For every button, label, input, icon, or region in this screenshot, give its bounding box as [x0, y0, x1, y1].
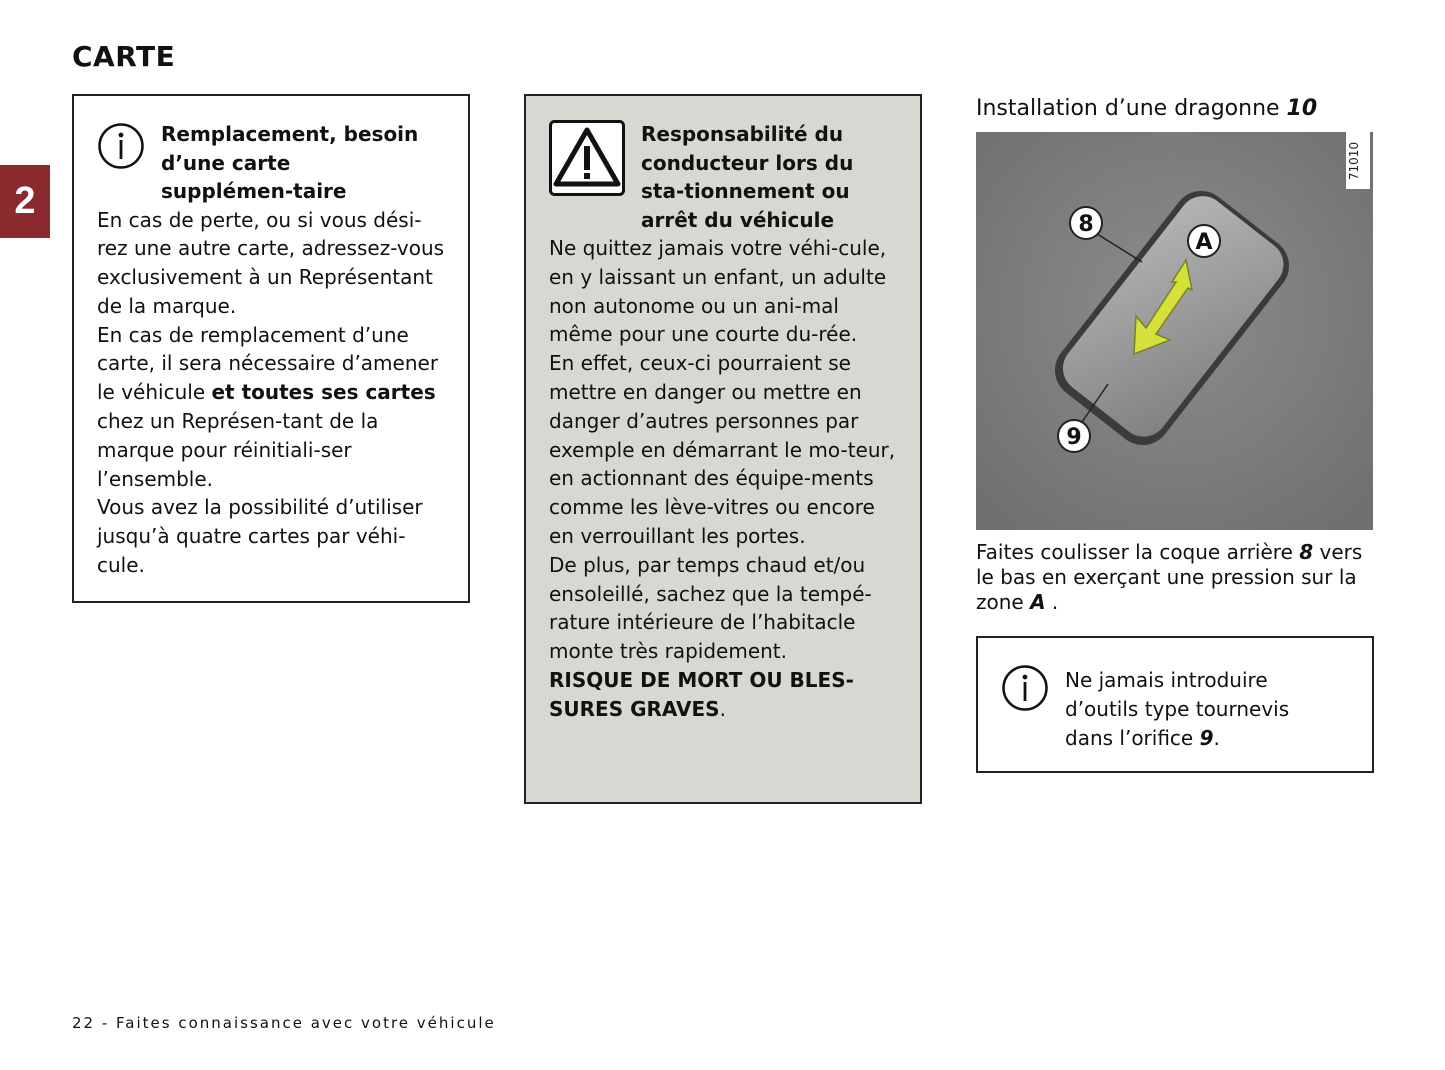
responsibility-p4-after: .	[719, 696, 726, 721]
replacement-info-box	[72, 94, 470, 603]
chapter-number: 2	[14, 180, 36, 222]
section-title: CARTE	[72, 40, 176, 73]
responsibility-paragraph-1: Ne quittez jamais votre véhi-cule, en y laissant un enfant, un adulte non autonome ou un ani-mal même pour une courte du-rée.	[549, 236, 887, 347]
strap-title-text: Installation d’une dragonne	[976, 96, 1287, 121]
responsibility-risk-bold: RISQUE DE MORT OU BLES-SURES GRAVES	[549, 667, 854, 721]
note-ref-9: 9	[1199, 726, 1214, 750]
caption-part-1: Faites coulisser la coque arrière	[976, 540, 1300, 564]
replacement-paragraph-1: En cas de perte, ou si vous dési-rez une autre carte, adressez-vous exclusivement à un Représentant de la marque.	[97, 207, 445, 318]
note-before: Ne jamais introduire d’outils type tournevis dans l’orifice	[1065, 668, 1290, 750]
responsibility-heading: Responsabilité du conducteur lors du sta-tionnement ou arrêt du véhicule	[641, 122, 854, 232]
strap-title-ref: 10	[1286, 96, 1318, 121]
strap-illustration	[976, 132, 1373, 530]
caption-part-3: .	[1045, 590, 1059, 614]
replacement-p2-before: En cas de remplacement d’une carte, il sera nécessaire d’amener le véhicule	[97, 322, 439, 405]
replacement-paragraph-2	[97, 321, 446, 494]
replacement-p2-after: chez un Représen-tant de la marque pour réinitiali-ser l’ensemble.	[97, 409, 379, 491]
responsibility-box-head	[549, 120, 898, 234]
responsibility-paragraph-4	[549, 666, 898, 724]
responsibility-paragraph-2: En effet, ceux-ci pourraient se mettre en danger ou mettre en danger d’autres personnes par exemple en démarrant le mo-teur, en actionnant des équipe-ments comme les lève-vitres ou encore en verrouillant les portes.	[549, 351, 896, 548]
strap-title	[976, 94, 1374, 124]
replacement-box-head	[97, 120, 446, 206]
info-icon	[1001, 664, 1049, 712]
figure-label-8: 8	[1078, 212, 1094, 237]
note-text	[1065, 662, 1335, 753]
warning-triangle-icon	[549, 120, 625, 196]
caption-ref-8: 8	[1299, 540, 1314, 564]
figure-label-9: 9	[1066, 425, 1082, 450]
strap-caption	[976, 540, 1376, 615]
note-after: .	[1213, 726, 1220, 750]
caption-ref-a: A	[1030, 590, 1046, 614]
page-footer: 22 - Faites connaissance avec votre véhicule	[72, 1014, 496, 1032]
note-box-head	[1001, 662, 1350, 753]
chapter-tab	[0, 165, 50, 238]
responsibility-warning-box	[524, 94, 922, 804]
screwdriver-note-box	[976, 636, 1374, 773]
responsibility-paragraph-3: De plus, par temps chaud et/ou ensoleillé, sachez que la tempé-rature intérieure de l’habitacle monte très rapidement.	[549, 552, 872, 664]
caption-part-2: vers le bas en exerçant une pression sur la zone	[976, 540, 1363, 614]
replacement-p2-bold: et toutes ses cartes	[211, 380, 436, 405]
strap-section	[976, 94, 1374, 124]
figure-label-a: A	[1195, 230, 1213, 255]
replacement-heading: Remplacement, besoin d’une carte supplémen-taire	[161, 122, 419, 203]
info-icon	[97, 122, 145, 170]
figure-code: 71010	[1347, 141, 1361, 181]
replacement-paragraph-3: Vous avez la possibilité d’utiliser jusqu’à quatre cartes par véhi-cule.	[97, 495, 423, 578]
